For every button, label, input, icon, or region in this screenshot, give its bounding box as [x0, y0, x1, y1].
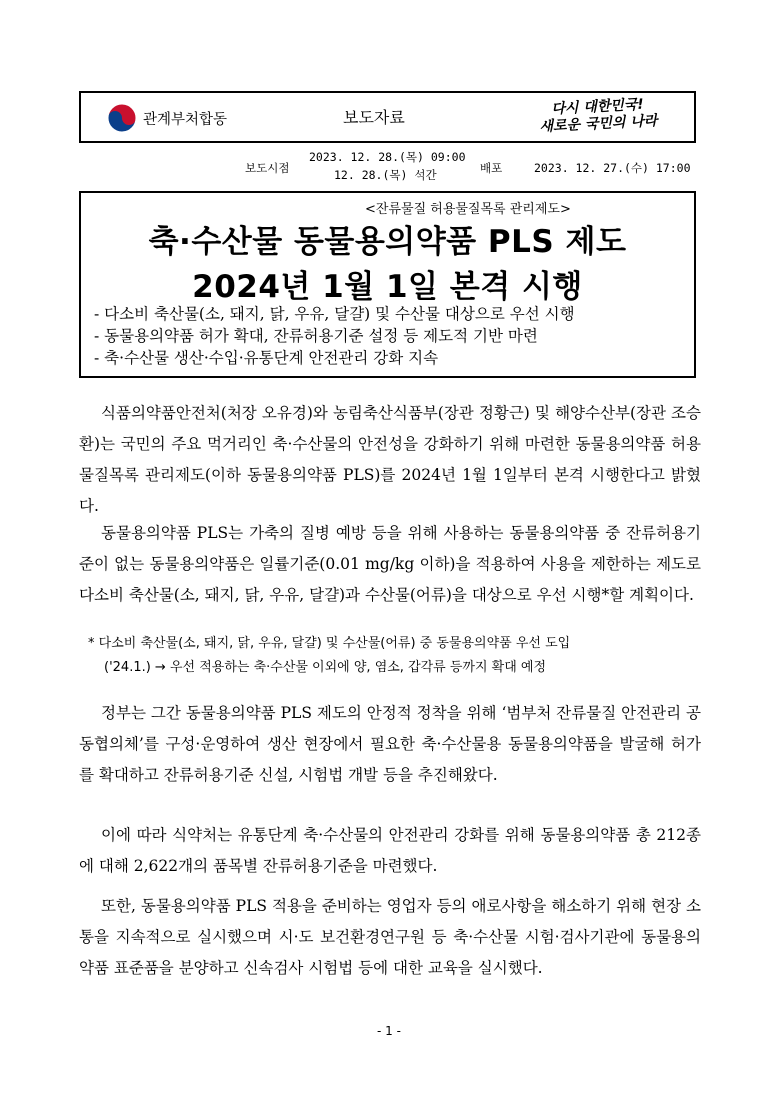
- body-paragraph-1: [79, 398, 701, 522]
- body-paragraph-2: [79, 518, 701, 611]
- distribution-time: 2023. 12. 27.(수) 17:00: [534, 161, 691, 175]
- summary-bullet: - 다소비 축산물(소, 돼지, 닭, 우유, 달걀) 및 수산물 대상으로 우선 시행: [94, 305, 575, 323]
- org-name: 관계부처합동: [143, 111, 228, 128]
- distribution-label: 배포: [480, 161, 503, 175]
- headline-line-1: 축·수산물 동물용의약품 PLS 제도: [148, 224, 627, 260]
- slogan-line-2: 새로운 국민의 나라: [539, 112, 658, 136]
- summary-bullet: - 동물용의약품 허가 확대, 잔류허용기준 설정 등 제도적 기반 마련: [94, 327, 538, 345]
- headline-subtitle: <잔류물질 허용물질목록 관리제도>: [365, 202, 571, 217]
- doc-type-label: 보도자료: [343, 108, 405, 127]
- body-paragraph-4: [79, 820, 701, 882]
- government-logo: [107, 103, 227, 133]
- embargo-time: 2023. 12. 28.(목) 09:00: [309, 150, 466, 164]
- taegeuk-icon: [107, 103, 137, 133]
- footnote-line-2: ('24.1.) → 우선 적용하는 축·수산물 이외에 양, 염소, 갑각류 등까지 확대 예정: [104, 660, 547, 675]
- embargo-label: 보도시점: [245, 161, 290, 175]
- summary-bullet: - 축·수산물 생산·수입·유통단계 안전관리 강화 지속: [94, 349, 439, 367]
- footnote: [88, 632, 702, 680]
- embargo-evening: 12. 28.(목) 석간: [334, 168, 437, 182]
- slogan: [517, 95, 679, 137]
- press-header: [79, 91, 696, 143]
- body-paragraph-5: [79, 891, 701, 984]
- summary-bullets: [94, 303, 575, 369]
- slogan-line-1: 다시 대한민국!: [550, 96, 645, 118]
- paragraph-text: 식품의약품안전처(처장 오유경)와 농림축산식품부(장관 정황근) 및 해양수산부(장관 조승환)는 국민의 주요 먹거리인 축·수산물의 안전성을 강화하기 위해 마련한 동물용의약품 허용물질목록 관리제도(이하 동물용의약품 PLS)를 2024년 1월 1일부터 본격 시행한다고 밝혔다.: [79, 404, 701, 515]
- body-paragraph-3: [79, 698, 701, 791]
- headline-line-2: 2024년 1월 1일 본격 시행: [192, 269, 583, 305]
- paragraph-text: 동물용의약품 PLS는 가축의 질병 예방 등을 위해 사용하는 동물용의약품 중 잔류허용기준이 없는 동물용의약품은 일률기준(0.01 mg/kg 이하)을 적용하여 사용을 제한하는 제도로 다소비 축산물(소, 돼지, 닭, 우유, 달걀)과 수산물(어류)을 대상으로 우선 시행*할 계획이다.: [79, 524, 701, 604]
- paragraph-text: 또한, 동물용의약품 PLS 적용을 준비하는 영업자 등의 애로사항을 해소하기 위해 현장 소통을 지속적으로 실시했으며 시·도 보건환경연구원 등 축·수산물 시험·검사기관에 동물용의약품 표준품을 분양하고 신속검사 시험법 등에 대한 교육을 실시했다.: [79, 897, 701, 977]
- paragraph-text: 이에 따라 식약처는 유통단계 축·수산물의 안전관리 강화를 위해 동물용의약품 총 212종에 대해 2,622개의 품목별 잔류허용기준을 마련했다.: [79, 826, 701, 875]
- page-number: - 1 -: [377, 1024, 401, 1038]
- paragraph-text: 정부는 그간 동물용의약품 PLS 제도의 안정적 정착을 위해 ‘범부처 잔류물질 안전관리 공동협의체’를 구성·운영하여 생산 현장에서 필요한 축·수산물용 동물용의약품을 발굴해 허가를 확대하고 잔류허용기준 신설, 시험법 개발 등을 추진해왔다.: [79, 704, 701, 784]
- footnote-line-1: * 다소비 축산물(소, 돼지, 닭, 우유, 달걀) 및 수산물(어류) 중 동물용의약품 우선 도입: [88, 636, 571, 651]
- headline-box: [79, 191, 696, 378]
